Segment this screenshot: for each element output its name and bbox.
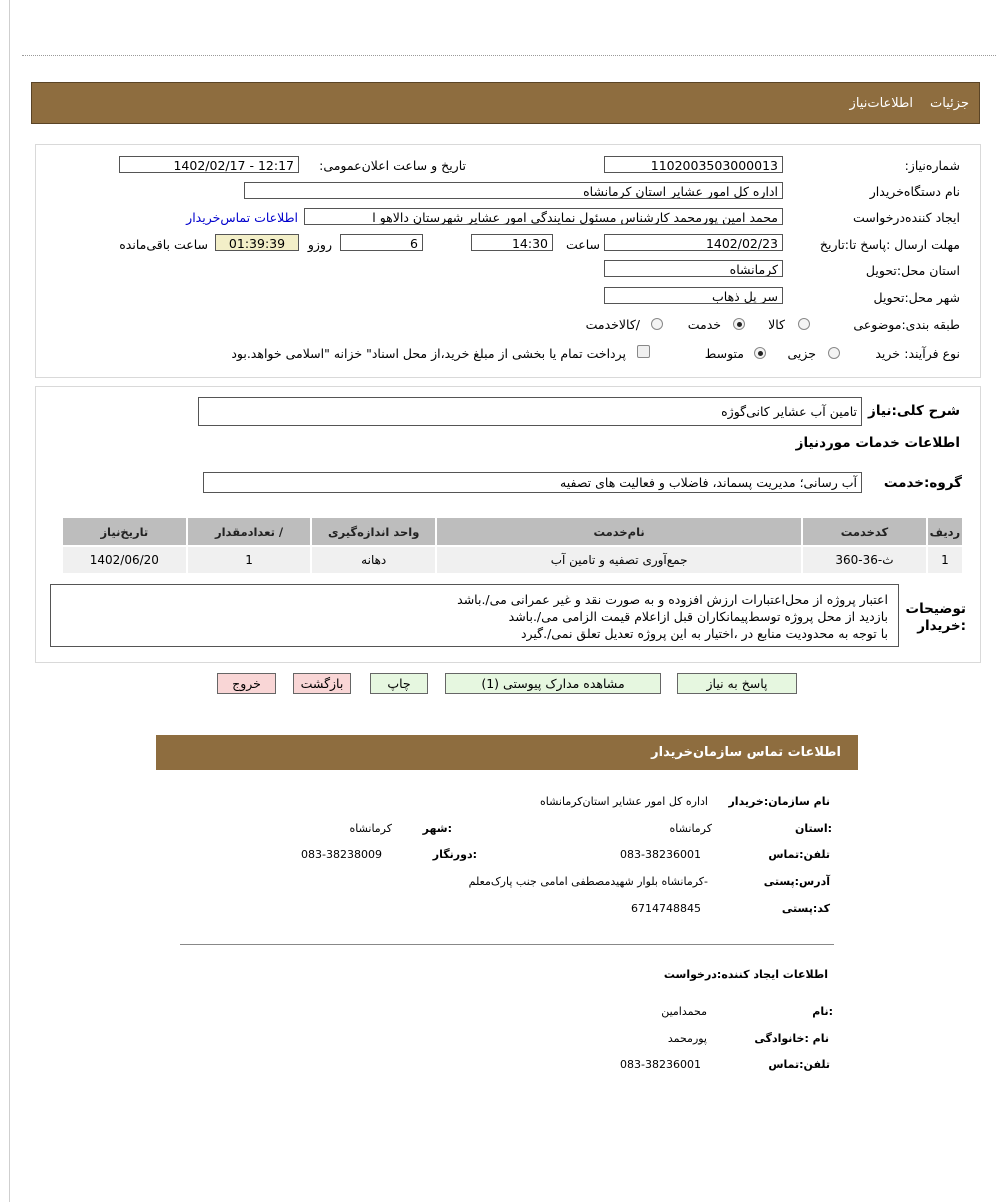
category-label: طبقه بندی:موضوعی	[853, 317, 960, 332]
general-desc-field: تامین آب عشایر کانی‌گوژه	[198, 397, 862, 426]
creator-field: محمد امین پورمحمد کارشناس مسئول نمایندگی امور عشایر شهرستان دالاهو ا	[304, 208, 783, 225]
cell-row: 1	[928, 547, 962, 573]
buyer-note-line: با توجه به محدودیت منابع در ،اختیار به این پروژه تعدیل تعلق نمی/.گیرد	[520, 626, 888, 641]
announce-label: تاریخ و ساعت اعلان‌عمومی:	[319, 158, 466, 173]
reply-button[interactable]: پاسخ به نیاز	[677, 673, 797, 694]
city-field: سر پل ذهاب	[604, 287, 783, 304]
buyer-notes-box	[50, 584, 899, 647]
deadline-label: مهلت ارسال :پاسخ تا:تاریخ	[819, 237, 960, 252]
creator-last-name-value: پورمحمد	[667, 1032, 707, 1045]
category-goods-service-radio[interactable]	[651, 318, 663, 330]
days-label: روزو	[307, 237, 332, 252]
exit-button[interactable]: خروج	[217, 673, 276, 694]
contact-fax-value: 083-38238009	[301, 848, 382, 861]
col-date-header: تاریخ‌نیاز	[63, 518, 186, 545]
cell-name: جمع‌آوری تصفیه و تامین آب	[437, 547, 801, 573]
general-desc-label: شرح کلی:نیاز	[868, 403, 960, 419]
city-label: شهر محل:تحویل	[873, 290, 960, 305]
col-unit-header: واحد اندازه‌گیری	[312, 518, 435, 545]
category-goods-label: کالا	[768, 317, 785, 332]
buyer-note-line: بازدید از محل پروژه توسط‌پیمانکاران قبل از‌اعلام قیمت الزامی می/.باشد	[508, 609, 888, 624]
header-bar	[31, 82, 980, 124]
need-number-field: 1102003503000013	[604, 156, 783, 173]
address-value: -کرمانشاه بلوار شهید‌مصطفی امامی جنب پارک‌معلم	[468, 875, 708, 888]
province-field: کرمانشاه	[604, 260, 783, 277]
dotted-separator	[22, 55, 996, 56]
service-group-label: گروه:خدمت	[883, 475, 962, 491]
cell-date: 1402/06/20	[63, 547, 186, 573]
contact-province-value: کرمانشاه	[669, 822, 712, 835]
creator-first-name-label: :نام	[812, 1005, 833, 1018]
treasury-payment-text: پرداخت تمام یا بخشی از مبلغ خرید،از محل اسناد" خزانه "اسلامی خواهد.بود	[231, 346, 626, 361]
buyer-org-field: اداره کل امور عشایر استان کرمانشاه	[244, 182, 783, 199]
remaining-label: ساعت باقی‌مانده	[119, 237, 208, 252]
col-code-header: کدخدمت	[803, 518, 926, 545]
contact-city-label: :شهر	[422, 822, 452, 835]
treasury-payment-checkbox[interactable]	[637, 345, 650, 358]
contact-divider	[180, 944, 834, 945]
left-border-line	[9, 0, 10, 1202]
deadline-date-field: 1402/02/23	[604, 234, 783, 251]
creator-phone-label: تلفن:تماس	[768, 1058, 830, 1071]
contact-title: اطلاعات تماس سازمان‌خریدار	[651, 745, 841, 760]
remaining-timer: 01:39:39	[215, 234, 299, 251]
contact-province-label: :استان	[795, 822, 832, 835]
creator-first-name-value: محمدامین	[661, 1005, 707, 1018]
contact-title-bar	[156, 735, 858, 770]
address-label: آدرس:پستی	[763, 875, 830, 888]
process-partial-radio[interactable]	[828, 347, 840, 359]
announce-field: 1402/02/17 - 12:17	[119, 156, 299, 173]
buyer-note-line: اعتبار پروژه از محل‌اعتبارات ارزش افزوده و به صورت نقد و غیر عمرانی می/.باشد	[457, 592, 888, 607]
category-goods-service-label: /کالاخدمت	[585, 317, 640, 332]
process-label: نوع فرآیند:	[904, 346, 960, 361]
process-partial-label: جزیی	[787, 346, 816, 361]
creator-info-title: اطلاعات ایجاد کننده:درخواست	[663, 968, 828, 981]
print-button[interactable]: چاپ	[370, 673, 428, 694]
buyer-org-label: نام دستگاه‌خریدار	[869, 184, 960, 199]
services-table	[61, 516, 964, 575]
process-medium-radio[interactable]	[754, 347, 766, 359]
postal-code-value: 6714748845	[631, 902, 701, 915]
tab-details[interactable]: جزئیات	[930, 96, 969, 111]
view-documents-button[interactable]: مشاهده مدارک پیوستی (1)	[445, 673, 661, 694]
creator-phone-value: 083-38236001	[620, 1058, 701, 1071]
time-label: ساعت	[565, 237, 600, 252]
cell-unit: دهانه	[312, 547, 435, 573]
need-number-label: شماره‌نیاز:	[904, 158, 960, 173]
creator-last-name-label: نام :خانوادگی	[754, 1032, 829, 1045]
org-name-label: نام سازمان:خریدار	[728, 795, 830, 808]
org-name-value: اداره کل امور عشایر استان‌کرمانشاه	[539, 795, 708, 808]
services-info-title: اطلاعات خدمات موردنیاز	[795, 435, 960, 451]
buyer-notes-label: توضیحات :خریدار	[905, 601, 966, 634]
col-row-header: ردیف	[928, 518, 962, 545]
creator-label: ایجاد کننده‌درخواست	[853, 210, 960, 225]
col-name-header: نام‌خدمت	[437, 518, 801, 545]
buyer-contact-link[interactable]: اطلاعات تماس‌خریدار	[186, 210, 298, 225]
category-service-label: خدمت	[687, 317, 721, 332]
back-button[interactable]: بازگشت	[293, 673, 351, 694]
cell-code: ث-36-360	[803, 547, 926, 573]
category-goods-radio[interactable]	[798, 318, 810, 330]
province-label: استان محل:تحویل	[865, 263, 960, 278]
service-group-field: آب رسانی؛ مدیریت پسماند، فاضلاب و فعالیت های تصفیه	[203, 472, 862, 493]
category-service-radio[interactable]	[733, 318, 745, 330]
cell-qty: 1	[188, 547, 311, 573]
postal-code-label: کد:پستی	[781, 902, 830, 915]
need-info-panel	[35, 144, 981, 378]
process-medium-label: متوسط	[704, 346, 744, 361]
table-row	[63, 547, 962, 573]
contact-city-value: کرمانشاه	[349, 822, 392, 835]
deadline-time-field: 14:30	[471, 234, 553, 251]
contact-phone-value: 083-38236001	[620, 848, 701, 861]
col-qty-header: / تعدادمقدار	[188, 518, 311, 545]
tab-need-info[interactable]: اطلاعات‌نیاز	[849, 96, 913, 111]
contact-fax-label: :دورنگار	[432, 848, 477, 861]
contact-phone-label: تلفن:تماس	[768, 848, 830, 861]
days-field: 6	[340, 234, 423, 251]
process-buy-label: خرید	[875, 346, 900, 361]
